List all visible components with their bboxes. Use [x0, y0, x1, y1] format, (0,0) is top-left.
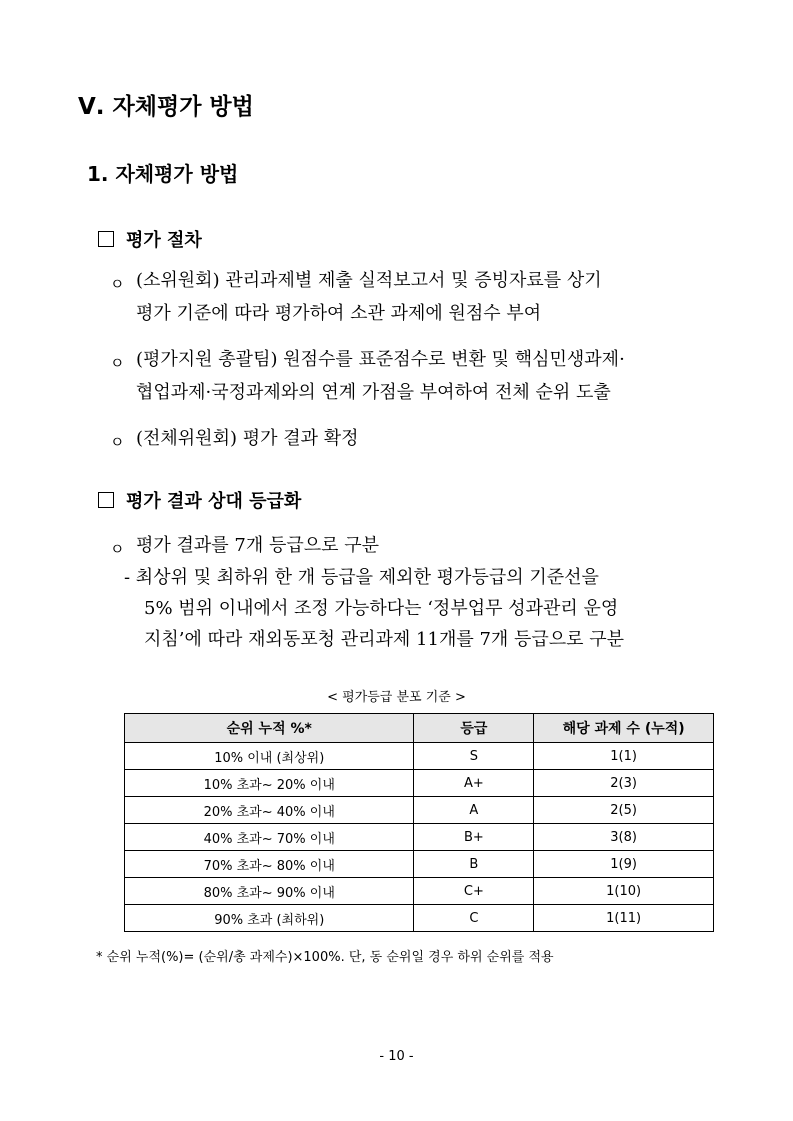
cell-grade: B+ — [414, 824, 534, 851]
cell-count: 1(9) — [534, 851, 714, 878]
cell-rank: 90% 초과 (최하위) — [125, 905, 414, 932]
section-heading: 1. 자체평가 방법 — [87, 162, 239, 186]
bullet-icon: ㅇ — [110, 354, 125, 372]
cell-count: 1(10) — [534, 878, 714, 905]
cell-grade: C+ — [414, 878, 534, 905]
table-footnote: * 순위 누적(%)= (순위/총 과제수)×100%. 단, 동 순위일 경우 하위 순위를 적용 — [96, 950, 554, 965]
table-row — [125, 770, 714, 797]
page-number: - 10 - — [379, 1049, 414, 1064]
procedure-item-2-line-1: (평가지원 총괄팀) 원점수를 표준점수로 변환 및 핵심민생과제· — [136, 349, 625, 370]
procedure-item-1-line-1: (소위원회) 관리과제별 제출 실적보고서 및 증빙자료를 상기 — [136, 270, 602, 291]
cell-count: 3(8) — [534, 824, 714, 851]
table-row — [125, 824, 714, 851]
procedure-item-2-line-2: 협업과제·국정과제와의 연계 가점을 부여하여 전체 순위 도출 — [136, 382, 611, 403]
table-header-row — [125, 714, 714, 743]
grading-item: 평가 결과를 7개 등급으로 구분 — [136, 535, 379, 556]
checkbox-square-icon — [98, 492, 114, 508]
cell-grade: C — [414, 905, 534, 932]
table-row — [125, 851, 714, 878]
cell-rank: 80% 초과~ 90% 이내 — [125, 878, 414, 905]
table-caption: < 평가등급 분포 기준 > — [327, 690, 466, 705]
bullet-icon: ㅇ — [110, 433, 125, 451]
checkbox-square-icon — [98, 231, 114, 247]
procedure-item-1 — [136, 264, 602, 330]
cell-rank: 10% 초과~ 20% 이내 — [125, 770, 414, 797]
table-row — [125, 743, 714, 770]
grading-dash-line-2: 5% 범위 이내에서 조정 가능하다는 ‘정부업무 성과관리 운영 — [144, 598, 619, 619]
grading-title-text: 평가 결과 상대 등급화 — [126, 491, 302, 512]
bullet-icon: ㅇ — [110, 275, 125, 293]
procedure-item-1-line-2: 평가 기준에 따라 평가하여 소관 과제에 원점수 부여 — [136, 303, 542, 324]
procedure-item-3 — [136, 422, 358, 455]
header-task-count: 해당 과제 수 (누적) — [534, 714, 714, 743]
cell-grade: B — [414, 851, 534, 878]
procedure-item-3-line-1: (전체위원회) 평가 결과 확정 — [136, 428, 359, 449]
cell-count: 1(1) — [534, 743, 714, 770]
cell-rank: 70% 초과~ 80% 이내 — [125, 851, 414, 878]
grading-dash-line-1: - 최상위 및 최하위 한 개 등급을 제외한 평가등급의 기준선을 — [124, 567, 599, 588]
procedure-title-text: 평가 절차 — [126, 230, 202, 251]
header-grade: 등급 — [414, 714, 534, 743]
cell-grade: A+ — [414, 770, 534, 797]
bullet-icon: ㅇ — [110, 540, 125, 558]
table-row — [125, 905, 714, 932]
table-row — [125, 797, 714, 824]
cell-grade: S — [414, 743, 534, 770]
table-row — [125, 878, 714, 905]
grading-dash-line-3: 지침’에 따라 재외동포청 관리과제 11개를 7개 등급으로 구분 — [144, 629, 625, 650]
chapter-heading: Ⅴ. 자체평가 방법 — [78, 94, 254, 120]
cell-rank: 40% 초과~ 70% 이내 — [125, 824, 414, 851]
procedure-item-2 — [136, 343, 625, 409]
procedure-title — [98, 226, 202, 252]
cell-rank: 10% 이내 (최상위) — [125, 743, 414, 770]
cell-rank: 20% 초과~ 40% 이내 — [125, 797, 414, 824]
cell-count: 2(5) — [534, 797, 714, 824]
cell-count: 2(3) — [534, 770, 714, 797]
cell-count: 1(11) — [534, 905, 714, 932]
cell-grade: A — [414, 797, 534, 824]
header-rank-cumulative: 순위 누적 %* — [125, 714, 414, 743]
grade-distribution-table — [124, 713, 714, 932]
grading-title — [98, 487, 301, 513]
